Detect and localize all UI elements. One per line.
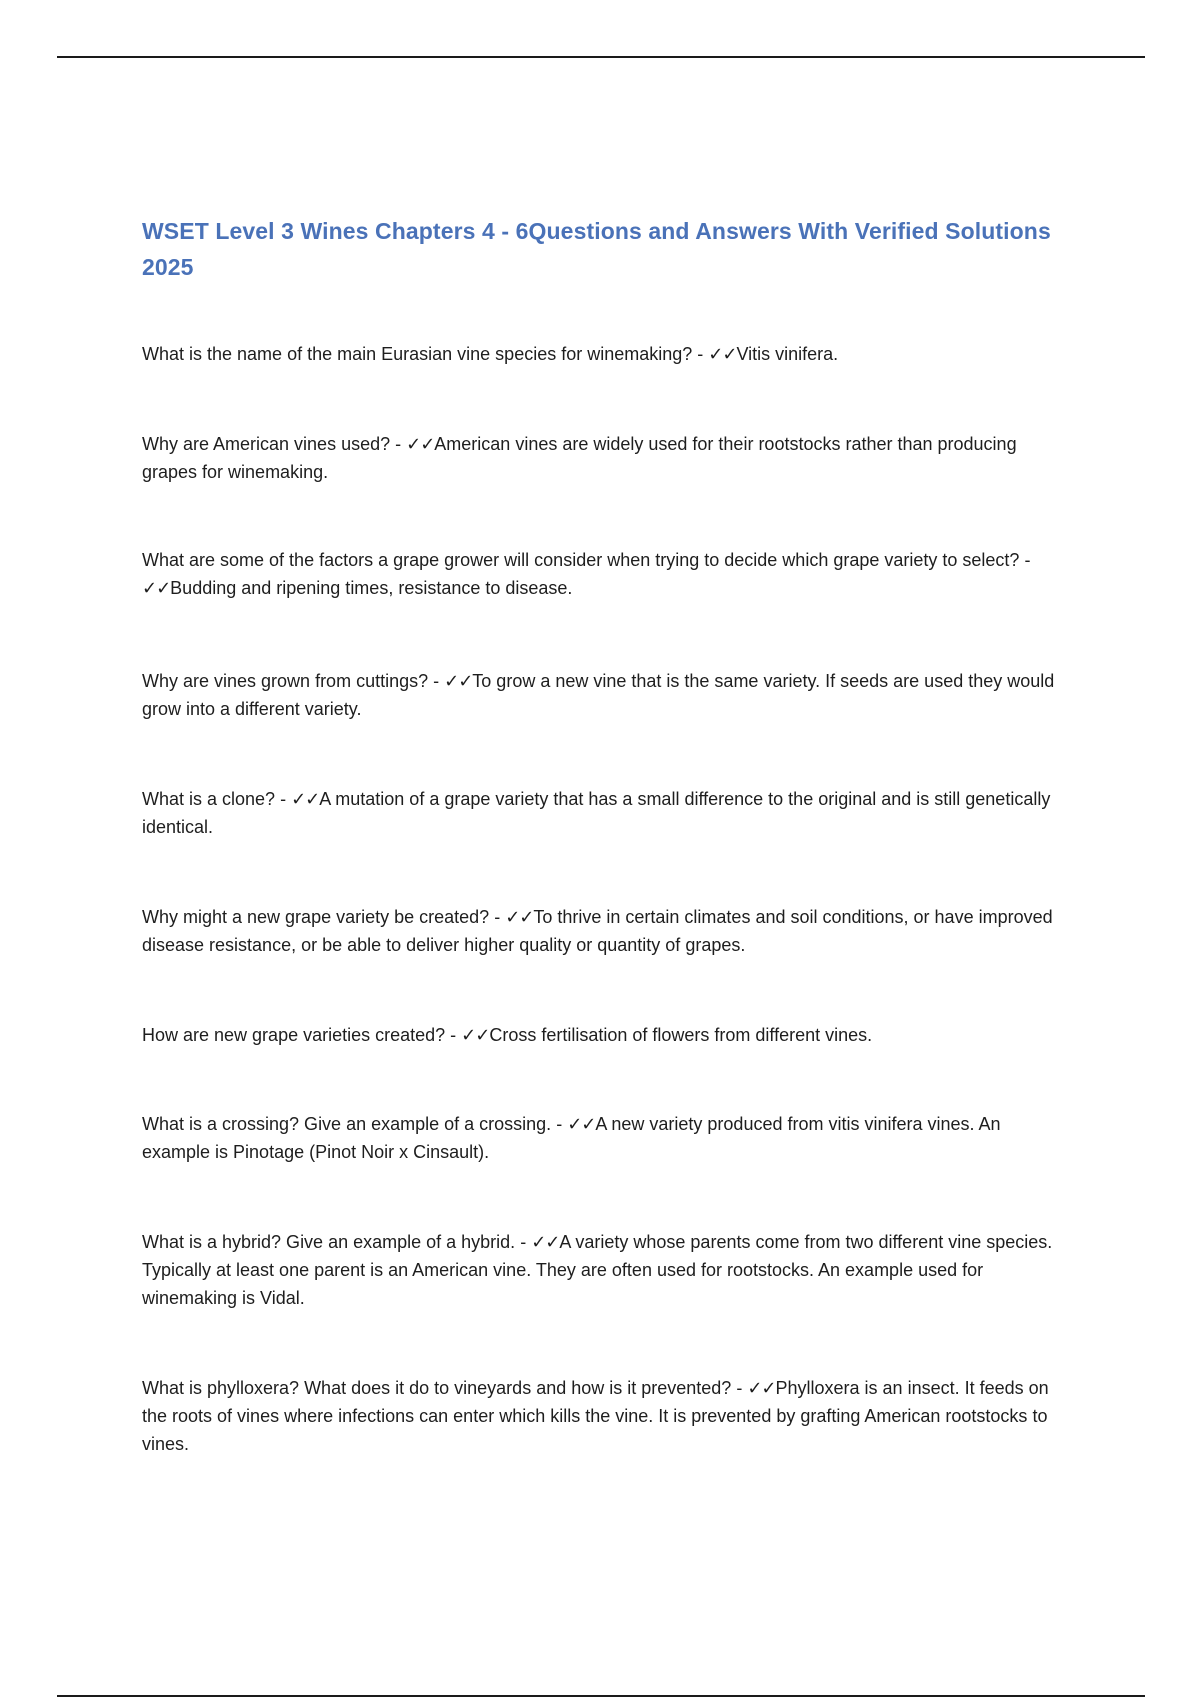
- document-title: WSET Level 3 Wines Chapters 4 - 6Questions and Answers With Verified Solutions 2025: [142, 218, 1051, 280]
- separator: -: [551, 1114, 568, 1134]
- qa-item-8: [142, 1110, 1072, 1166]
- answer-text: To grow a new vine that is the same variety. If seeds are used they would grow into a different variety.: [142, 671, 1055, 719]
- separator: -: [1019, 550, 1031, 570]
- qa-item-5: [142, 785, 1072, 841]
- separator: -: [692, 344, 709, 364]
- question-text: What is a hybrid? Give an example of a hybrid.: [142, 1232, 516, 1252]
- question-text: What is phylloxera? What does it do to vineyards and how is it prevented?: [142, 1378, 732, 1398]
- double-check-icon: ✓✓: [142, 578, 171, 598]
- answer-text: Vitis vinifera.: [736, 344, 839, 364]
- double-check-icon: ✓✓: [531, 1232, 560, 1252]
- separator: -: [731, 1378, 748, 1398]
- separator: -: [390, 434, 407, 454]
- document-body: [142, 213, 1072, 1454]
- double-check-icon: ✓✓: [567, 1114, 596, 1134]
- qa-item-2: [142, 430, 1072, 486]
- qa-item-9: [142, 1228, 1072, 1312]
- double-check-icon: ✓✓: [406, 434, 435, 454]
- answer-text: To thrive in certain climates and soil conditions, or have improved disease resistance, or be able to deliver higher quality or quantity of grapes.: [142, 907, 1053, 955]
- question-text: How are new grape varieties created?: [142, 1025, 446, 1045]
- double-check-icon: ✓✓: [461, 1025, 490, 1045]
- double-check-icon: ✓✓: [505, 907, 534, 927]
- qa-item-6: [142, 903, 1072, 959]
- question-text: What is a crossing? Give an example of a crossing.: [142, 1114, 552, 1134]
- question-text: Why are American vines used?: [142, 434, 391, 454]
- answer-text: Budding and ripening times, resistance to disease.: [170, 578, 573, 598]
- question-text: What are some of the factors a grape grower will consider when trying to decide which grape variety to select?: [142, 550, 1020, 570]
- double-check-icon: ✓✓: [747, 1378, 776, 1398]
- double-check-icon: ✓✓: [444, 671, 473, 691]
- answer-text: American vines are widely used for their rootstocks rather than producing grapes for winemaking.: [142, 434, 1017, 482]
- answer-text: A new variety produced from vitis vinifera vines. An example is Pinotage (Pinot Noir x Cinsault).: [142, 1114, 1001, 1162]
- answer-text: Cross fertilisation of flowers from different vines.: [489, 1025, 873, 1045]
- top-rule: [57, 56, 1145, 58]
- separator: -: [445, 1025, 462, 1045]
- qa-item-7: [142, 1021, 1072, 1049]
- separator: -: [515, 1232, 532, 1252]
- question-text: What is a clone?: [142, 789, 276, 809]
- separator: -: [489, 907, 506, 927]
- double-check-icon: ✓✓: [708, 344, 737, 364]
- question-text: What is the name of the main Eurasian vine species for winemaking?: [142, 344, 693, 364]
- question-text: Why might a new grape variety be created?: [142, 907, 490, 927]
- qa-item-4: [142, 667, 1072, 723]
- answer-text: A variety whose parents come from two different vine species. Typically at least one parent is an American vine. They are often used for rootstocks. An example used for winemaking is Vidal.: [142, 1232, 1053, 1308]
- answer-text: A mutation of a grape variety that has a small difference to the original and is still genetically identical.: [142, 789, 1051, 837]
- bottom-rule: [57, 1695, 1145, 1697]
- qa-item-3: [142, 546, 1072, 602]
- double-check-icon: ✓✓: [291, 789, 320, 809]
- qa-item-10: [142, 1374, 1072, 1458]
- separator: -: [275, 789, 292, 809]
- qa-item-1: [142, 340, 1072, 368]
- question-text: Why are vines grown from cuttings?: [142, 671, 429, 691]
- answer-text: Phylloxera is an insect. It feeds on the roots of vines where infections can enter which kills the vine. It is prevented by grafting American rootstocks to vines.: [142, 1378, 1049, 1454]
- separator: -: [428, 671, 445, 691]
